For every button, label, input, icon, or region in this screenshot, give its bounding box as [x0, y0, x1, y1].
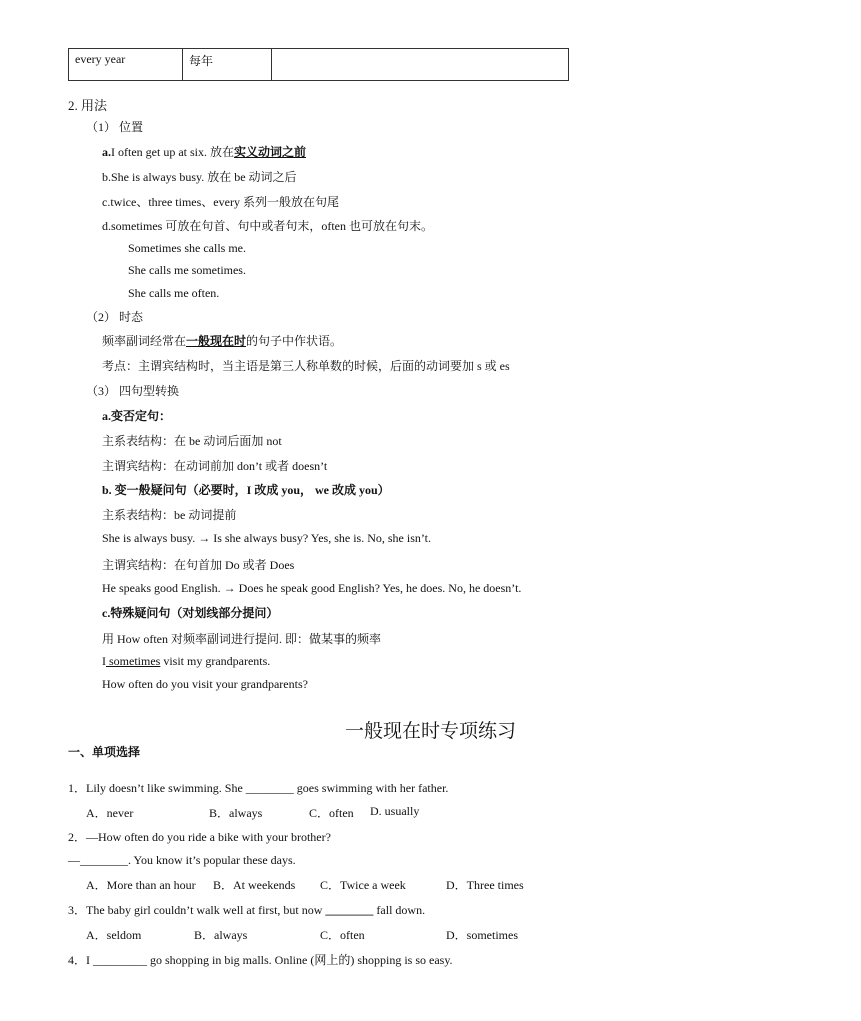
convert-c-heading: c.特殊疑问句（对划线部分提问） — [102, 606, 279, 620]
vocab-table — [68, 48, 569, 81]
convert-c-2-pre: I — [102, 654, 106, 668]
tense-line-1 — [102, 332, 342, 349]
position-a-emph: 实义动词之前 — [233, 145, 306, 159]
section-heading: 一、单项选择 — [68, 745, 141, 759]
convert-c-3: How often do you visit your grandparents? — [102, 677, 308, 691]
convert-b-heading: b. 变一般疑问句（必要时，I 改成 you， we 改成 you） — [102, 483, 390, 497]
question-2-option-a: A．More than an hour — [86, 878, 196, 892]
position-a-text: I often get up at six. 放在 — [111, 145, 234, 159]
question-1-option-c: C．often — [309, 806, 354, 820]
question-1-option-a: A．never — [86, 806, 134, 820]
convert-a-1: 主系表结构：在 be 动词后面加 not — [102, 434, 282, 448]
tense-line-2: 考点：主谓宾结构时，当主语是第三人称单数的时候，后面的动词要加 s 或 es — [102, 359, 510, 373]
question-3-post: fall down. — [373, 903, 426, 917]
convert-b-2: She is always busy. → Is she always busy? Yes, she is. No, she isn’t. — [102, 531, 431, 545]
question-3-option-c: C．often — [320, 928, 365, 942]
table-cell-chinese: 每年 — [183, 49, 272, 81]
question-1-option-b: B．always — [209, 806, 263, 820]
position-heading: （1） 位置 — [86, 120, 144, 134]
table-cell-english: every year — [69, 49, 183, 81]
position-d: d.sometimes 可放在句首、句中或者句末，often 也可放在句末。 — [102, 219, 433, 233]
position-b: b.She is always busy. 放在 be 动词之后 — [102, 170, 297, 184]
table-row — [69, 49, 569, 81]
convert-b-4: He speaks good English. → Does he speak good English? Yes, he does. No, he doesn’t. — [102, 581, 522, 595]
convert-c-2-underlined: sometimes — [106, 654, 161, 668]
table-cell-notes — [272, 49, 569, 81]
position-a — [102, 143, 306, 160]
tense-line-1-emph: 一般现在时 — [186, 334, 247, 348]
convert-a-2: 主谓宾结构：在动词前加 don’t 或者 doesn’t — [102, 459, 328, 473]
exercise-title: 一般现在时专项练习 — [344, 721, 516, 742]
question-1-option-d: D. usually — [370, 804, 420, 818]
convert-a-heading: a.变否定句： — [102, 409, 172, 423]
tense-line-1-post: 的句子中作状语。 — [246, 334, 343, 348]
question-2-option-b: B．At weekends — [213, 878, 296, 892]
position-a-label: a. — [102, 145, 111, 159]
question-2-option-d: D．Three times — [446, 878, 524, 892]
usage-heading: 2. 用法 — [68, 98, 108, 113]
example-2: She calls me sometimes. — [128, 263, 246, 277]
convert-heading: （3） 四句型转换 — [86, 384, 180, 398]
question-2: 2．—How often do you ride a bike with your brother? — [68, 830, 331, 844]
example-1: Sometimes she calls me. — [128, 241, 246, 255]
convert-c-1: 用 How often 对频率副词进行提问. 即：做某事的频率 — [102, 632, 381, 646]
question-3-option-a: A．seldom — [86, 928, 142, 942]
question-4: 4．I _________ go shopping in big malls. Online (网上的) shopping is so easy. — [68, 953, 453, 967]
convert-b-1: 主系表结构：be 动词提前 — [102, 508, 237, 522]
question-3 — [68, 901, 425, 918]
position-c: c.twice、three times、every 系列一般放在句尾 — [102, 195, 339, 209]
convert-c-2 — [102, 654, 270, 669]
convert-c-2-post: visit my grandparents. — [160, 654, 271, 668]
question-3-blank: ________ — [325, 903, 374, 917]
example-3: She calls me often. — [128, 286, 220, 300]
question-3-option-b: B．always — [194, 928, 248, 942]
convert-b-3: 主谓宾结构：在句首加 Do 或者 Does — [102, 558, 295, 572]
question-1: 1．Lily doesn’t like swimming. She ________ goes swimming with her father. — [68, 781, 449, 795]
question-2-response: —________. You know it’s popular these days. — [68, 853, 296, 867]
question-3-pre: 3．The baby girl couldn’t walk well at first, but now — [68, 903, 326, 917]
tense-heading: （2） 时态 — [86, 310, 144, 324]
tense-line-1-pre: 频率副词经常在 — [102, 334, 187, 348]
question-3-option-d: D．sometimes — [446, 928, 518, 942]
question-2-option-c: C．Twice a week — [320, 878, 406, 892]
